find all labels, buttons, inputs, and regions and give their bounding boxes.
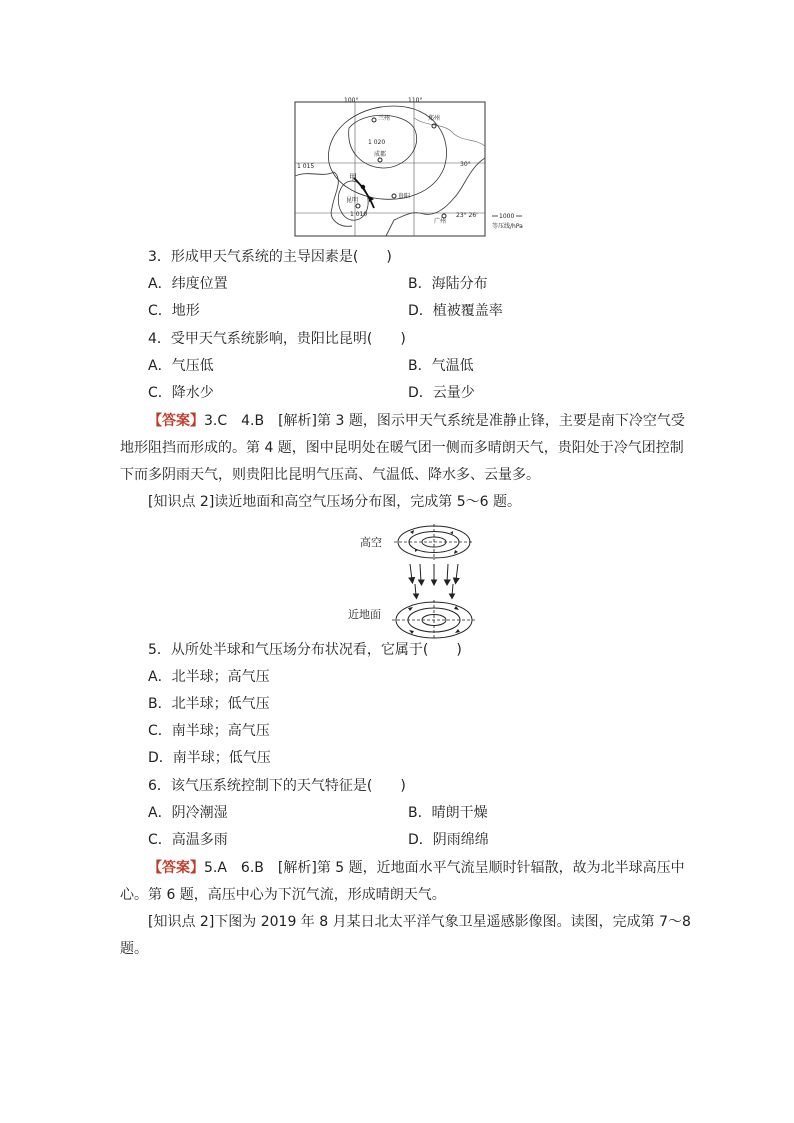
answer-1-line-1	[148, 411, 685, 431]
question-5-option-d: D．南半球；低气压	[148, 750, 271, 766]
question-4-option-b: B．气温低	[408, 358, 474, 374]
question-4-option-c: C．降水少	[148, 385, 214, 401]
answer-2-text-1: 5.A 6.B [解析]第 5 题，近地面水平气流呈顺时针辐散，故为北半球高压中	[204, 860, 685, 876]
question-6-option-b: B．晴朗干燥	[408, 805, 488, 821]
answer-2-line-1	[148, 858, 685, 878]
question-4-option-d: D．云量少	[408, 385, 475, 401]
question-5-option-a: A．北半球；高气压	[148, 669, 270, 685]
isobar-1015-label: 1 015	[297, 163, 315, 170]
question-5-stem: 5．从所处半球和气压场分布状况看，它属于( )	[148, 642, 462, 658]
legend-label: 等压线/hPa	[492, 223, 523, 230]
question-6-option-c: C．高温多雨	[148, 832, 228, 848]
question-3-option-a: A．纬度位置	[148, 276, 228, 292]
knowledge-point-intro: [知识点 2]读近地面和高空气压场分布图，完成第 5～6 题。	[148, 494, 521, 510]
city-lanzhou: 兰州	[378, 115, 391, 122]
answer-1-text-1: 3.C 4.B [解析]第 3 题，图示甲天气系统是准静止锋，主要是南下冷空气受	[204, 413, 685, 429]
question-5-option-b: B．北半球；低气压	[148, 696, 270, 712]
question-6-option-d: D．阴雨绵绵	[408, 832, 489, 848]
question-3-stem: 3．形成甲天气系统的主导因素是( )	[148, 249, 392, 265]
descending-airflow-arrows	[409, 564, 459, 599]
lon-100-label: 100°	[344, 97, 359, 104]
isobar-1020-label: 1 020	[368, 139, 386, 146]
answer-2-line-2: 心。第 6 题，高压中心为下沉气流，形成晴朗天气。	[120, 887, 446, 903]
knowledge-point-intro-2-line-2: 题。	[120, 941, 148, 957]
upper-level-label: 高空	[360, 536, 382, 549]
weather-map-figure	[294, 98, 534, 240]
city-kunming: 昆明	[346, 197, 359, 204]
answer-2-tag: 【答案】	[148, 860, 204, 876]
city-chengdu: 成都	[374, 151, 387, 158]
question-4-option-a: A．气压低	[148, 358, 214, 374]
question-3-option-c: C．地形	[148, 303, 200, 319]
answer-1-tag: 【答案】	[148, 413, 204, 429]
system-jia-label: 甲	[349, 173, 357, 182]
pressure-field-figure	[348, 520, 478, 644]
question-3-option-b: B．海陆分布	[408, 276, 488, 292]
surface-level-label: 近地面	[348, 608, 381, 621]
question-3-option-d: D．植被覆盖率	[408, 303, 503, 319]
question-6-option-a: A．阴冷潮湿	[148, 805, 228, 821]
question-5-option-c: C．南半球；高气压	[148, 723, 270, 739]
question-4-stem: 4．受甲天气系统影响，贵阳比昆明( )	[148, 331, 406, 347]
legend-value: 1000	[499, 213, 515, 220]
city-guiyang: 贵阳	[398, 193, 411, 200]
question-6-stem: 6．该气压系统控制下的天气特征是( )	[148, 778, 406, 794]
answer-1-line-2: 地形阻挡而形成的。第 4 题，图中昆明处在暖气团一侧而多晴朗天气，贵阳处于冷气团控制	[120, 440, 684, 456]
lon-110-label: 110°	[408, 97, 423, 104]
knowledge-point-intro-2-line-1: [知识点 2]下图为 2019 年 8 月某日北太平洋气象卫星遥感影像图。读图，完成第 7～8	[148, 914, 691, 930]
answer-1-line-3: 下而多阴雨天气，则贵阳比昆明气压高、气温低、降水多、云量多。	[120, 467, 540, 483]
city-guangzhou: 广州	[434, 218, 447, 225]
isobar-1010-label: 1 010	[350, 211, 368, 218]
city-zhengzhou: 郑州	[428, 115, 441, 122]
lat-30-label: 30°	[460, 161, 471, 168]
lat-23-label: 23° 26'	[456, 212, 478, 219]
